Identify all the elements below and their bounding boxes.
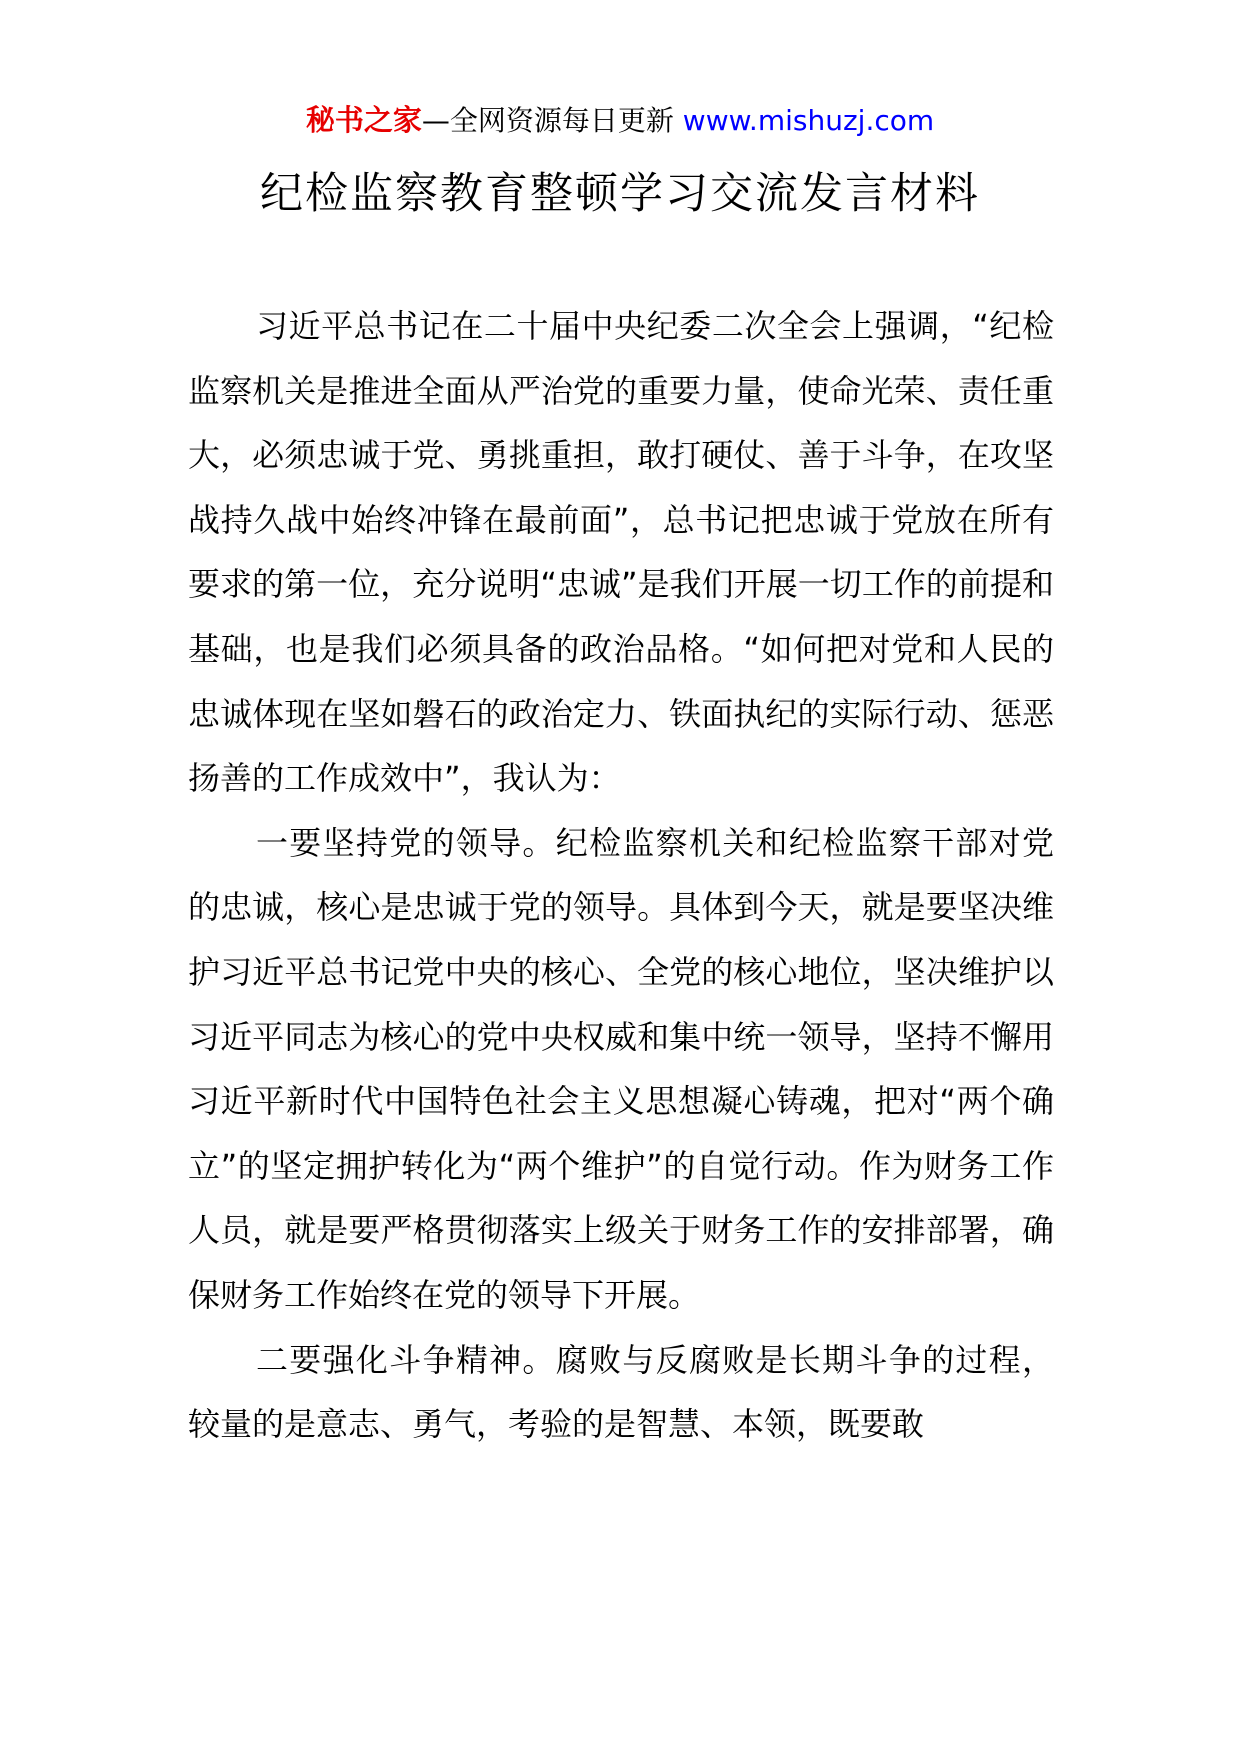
paragraph-point-one: 一要坚持党的领导。纪检监察机关和纪检监察干部对党的忠诚，核心是忠诚于党的领导。具体到今天，就是要坚决维护习近平总书记党中央的核心、全党的核心地位，坚决维护以习近平同志为核心的党中央权威和集中统一领导，坚持不懈用习近平新时代中国特色社会主义思想凝心铸魂，把对“两个确立”的坚定拥护转化为“两个维护”的自觉行动。作为财务工作人员，就是要严格贯彻落实上级关于财务工作的安排部署，确保财务工作始终在党的领导下开展。 (188, 823, 1054, 1314)
document-title: 纪检监察教育整顿学习交流发言材料 (260, 169, 980, 219)
site-url-link[interactable]: www.mishuzj.com (682, 104, 935, 137)
paragraph-intro: 习近平总书记在二十届中央纪委二次全会上强调，“纪检监察机关是推进全面从严治党的重要力量，使命光荣、责任重大，必须忠诚于党、勇挑重担，敢打硬仗、善于斗争，在攻坚战持久战中始终冲锋在最前面”，总书记把忠诚于党放在所有要求的第一位，充分说明“忠诚”是我们开展一切工作的前提和基础，也是我们必须具备的政治品格。“如何把对党和人民的忠诚体现在坚如磐石的政治定力、铁面执纪的实际行动、惩恶扬善的工作成效中”，我认为： (188, 307, 1054, 798)
brand-name: 秘书之家 (305, 103, 422, 137)
paragraph-point-two: 二要强化斗争精神。腐败与反腐败是长期斗争的过程，较量的是意志、勇气，考验的是智慧、本领，既要敢 (188, 1340, 1054, 1444)
document-body (188, 294, 1054, 1457)
header-tagline: —全网资源每日更新 (421, 104, 674, 137)
site-header (0, 100, 1240, 141)
